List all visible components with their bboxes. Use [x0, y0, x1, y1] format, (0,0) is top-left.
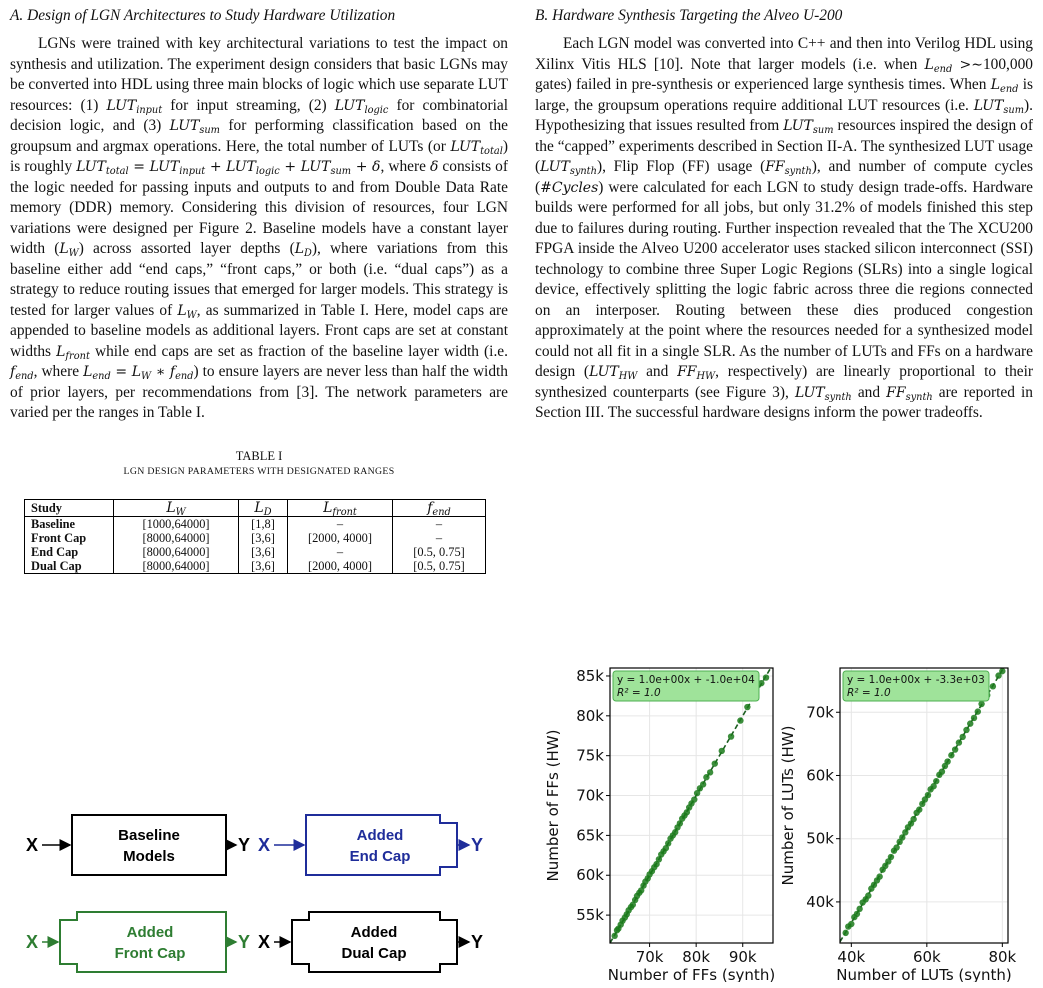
data-point — [933, 778, 939, 784]
data-point — [876, 873, 882, 879]
table-label: TABLE I — [235, 449, 283, 463]
table-cell: Baseline — [25, 517, 114, 532]
input-label: X — [26, 932, 39, 952]
table-cell: [8000,64000] — [114, 559, 239, 574]
y-tick-label: 75k — [576, 746, 604, 765]
r2-label: R² = 1.0 — [847, 687, 891, 699]
data-point — [956, 739, 962, 745]
data-point — [728, 733, 734, 739]
y-axis-label: Number of FFs (HW) — [544, 729, 562, 882]
block-label: Added — [126, 924, 174, 941]
data-point — [842, 930, 848, 936]
y-tick-label: 70k — [806, 703, 834, 722]
data-point — [865, 892, 871, 898]
data-point — [916, 806, 922, 812]
baseline-block — [26, 815, 250, 875]
data-point — [888, 854, 894, 860]
table-cell: – — [288, 545, 393, 559]
output-label: Y — [238, 932, 251, 952]
data-point — [893, 844, 899, 850]
data-point — [959, 734, 965, 740]
y-axis-label: Number of LUTs (HW) — [779, 725, 797, 886]
front-cap-block — [26, 912, 250, 972]
x-tick-label: 80k — [988, 948, 1017, 966]
table-cell: [2000, 4000] — [288, 531, 393, 545]
y-tick-label: 85k — [576, 666, 604, 685]
data-point — [763, 674, 769, 680]
figure-3-scatter-plots — [530, 660, 1043, 982]
table-cell: End Cap — [25, 545, 114, 559]
table-cell: [1,8] — [239, 517, 288, 532]
data-point — [700, 781, 706, 787]
input-label: X — [26, 835, 39, 855]
table-header: $L_W$ — [114, 500, 239, 517]
table-cell: [0.5, 0.75] — [393, 559, 486, 574]
section-b-paragraph: Each LGN model was converted into C++ and then into Verilog HDL using Xilinx Vitis HLS [10]. Note that larger models (i.e. when $L_{end}$ >∼100,000 gates) failed in pre-synthesis or experienced large synthesis times. When $L_{end}$ is large, the groupsum operations require additional LUT resources (i.e. $LUT_{sum}$). Hypothesizing that issues resulted from $LUT_{sum}$ resources inspired the design of the “capped” experiments described in Section II-A. The synthesized LUT usage $(LUT_{synth})$, Flip Flop (FF) usage $(FF_{synth})$, and number of compute cycles (#Cycles) were calculated for each LGN to study design trade-offs. Hardware builds were performed for all jobs, but only 31.2% of models finished this step due to failures during routing. Further inspection revealed that the The XCU200 FPGA inside the Alveo U200 accelerator uses stacked silicon interconnect (SSI) technology to combine three Super Logic Regions (SLRs) into a single logical device, effectively splitting the logic fabric across three die regions connected on an interposer. Routing between these dies produced congestion approximately at the point where the resources needed for a synthesized model could not all fit in a single SLR. As the number of LUTs and FFs on a hardware design ($LUT_{HW}$ and $FF_{HW}$, respectively) are linearly proportional to their synthesized counterparts (see Figure 3), $LUT_{synth}$ and $FF_{synth}$ are reported in Section III. The successful hardware designs inform the power tradeoffs. — [535, 35, 1033, 421]
data-point — [707, 769, 713, 775]
table-cell: – — [393, 517, 486, 532]
table-cell: [0.5, 0.75] — [393, 545, 486, 559]
data-point — [963, 727, 969, 733]
data-point — [856, 906, 862, 912]
table-cell: [2000, 4000] — [288, 559, 393, 574]
data-point — [925, 792, 931, 798]
data-point — [967, 720, 973, 726]
y-tick-label: 50k — [806, 829, 834, 848]
y-tick-label: 70k — [576, 786, 604, 805]
end-cap-block — [258, 815, 483, 875]
table-cell: [3,6] — [239, 545, 288, 559]
x-tick-label: 70k — [635, 948, 664, 966]
data-point — [944, 758, 950, 764]
data-point — [848, 921, 854, 927]
fit-annotation — [843, 671, 989, 701]
dual-cap-block — [258, 912, 483, 972]
r2-label: R² = 1.0 — [617, 687, 661, 699]
data-point — [611, 933, 617, 939]
data-point — [939, 768, 945, 774]
y-tick-label: 40k — [806, 892, 834, 911]
y-tick-label: 55k — [576, 906, 604, 925]
data-point — [948, 752, 954, 758]
data-point — [712, 760, 718, 766]
block-label: Added — [356, 827, 404, 844]
table-cell: Dual Cap — [25, 559, 114, 574]
table-cell: [3,6] — [239, 531, 288, 545]
y-tick-label: 80k — [576, 706, 604, 725]
table-cell: – — [288, 517, 393, 532]
table-cell: Front Cap — [25, 531, 114, 545]
fit-equation: y = 1.0e+00x + -1.0e+04 — [617, 674, 755, 686]
table-cell: [1000,64000] — [114, 517, 239, 532]
x-tick-label: 90k — [728, 948, 757, 966]
fit-annotation — [613, 671, 759, 701]
x-tick-label: 60k — [912, 948, 941, 966]
data-point — [978, 701, 984, 707]
section-a-paragraph: LGNs were trained with key architectural variations to test the impact on synthesis and utilization. The experiment design considers that basic LGNs may be converted into HDL using three main blocks of logic which use separate LUT resources: (1) $LUT_{input}$ for input streaming, (2) $LUT_{logic}$ for combinatorial decision logic, and (3) $LUT_{sum}$ for performing classification based on the groupsum and argmax operations. Here, the total number of LUTs (or $LUT_{total}$) is roughly $LUT_{total} = LUT_{input} + LUT_{logic} + LUT_{sum} + \delta$, where δ consists of the logic needed for passing inputs and outputs to and from Double Data Rate memory (DDR) memory. Considering this division of resources, four LGN variations were designed per Figure 2. Baseline models have a constant layer width $(L_W)$ across assorted layer depths $(L_D)$, where variations from this baseline either add “end caps,” “front caps,” or both (i.e. “dual caps”) as a strategy to reduce routing issues that emerged for larger models. This strategy is tested for larger values of $L_W$, as summarized in Table I. Here, model caps are appended to baseline models as additional layers. Front caps are set at constant widths $L_{front}$ while end caps are set as fraction of the baseline layer width (i.e. $f_{end}$, where $L_{end} = L_W$ ∗ $f_{end}$) to ensure layers are never less than half the width of prior layers, per recommendations from [3]. The network parameters are varied per the ranges in Table I. — [10, 35, 509, 421]
block-label: Added — [350, 924, 398, 941]
table-header: $L_{front}$ — [288, 500, 393, 517]
data-point — [971, 715, 977, 721]
input-label: X — [258, 835, 271, 855]
x-axis-label: Number of LUTs (synth) — [836, 966, 1012, 982]
block-label: End Cap — [349, 848, 411, 865]
table-header: Study — [25, 500, 114, 517]
scatter-plot-1 — [544, 664, 775, 982]
block-label: Front Cap — [114, 945, 186, 962]
data-point — [910, 816, 916, 822]
data-point — [737, 717, 743, 723]
x-tick-label: 40k — [837, 948, 866, 966]
x-axis-label: Number of FFs (synth) — [607, 966, 776, 982]
block-label: Models — [123, 848, 175, 865]
data-point — [952, 746, 958, 752]
y-tick-label: 60k — [576, 866, 604, 885]
y-tick-label: 60k — [806, 766, 834, 785]
block-label: Baseline — [118, 827, 180, 844]
input-label: X — [258, 932, 271, 952]
data-point — [999, 668, 1005, 674]
table-cell: [8000,64000] — [114, 531, 239, 545]
x-tick-label: 80k — [682, 948, 711, 966]
table-header: $f_{end}$ — [393, 500, 486, 517]
fit-equation: y = 1.0e+00x + -3.3e+03 — [847, 674, 985, 686]
scatter-plot-2 — [779, 660, 1017, 982]
table-header: $L_D$ — [239, 500, 288, 517]
data-point — [990, 683, 996, 689]
section-a-heading: A. Design of LGN Architectures to Study Hardware Utilization — [10, 7, 396, 24]
data-point — [691, 796, 697, 802]
table-title: LGN DESIGN PARAMETERS WITH DESIGNATED RANGES — [123, 466, 395, 477]
data-point — [744, 704, 750, 710]
output-label: Y — [471, 932, 484, 952]
section-b-heading: B. Hardware Synthesis Targeting the Alveo U-200 — [535, 7, 843, 24]
data-point — [719, 748, 725, 754]
block-label: Dual Cap — [341, 945, 407, 962]
data-point — [975, 708, 981, 714]
output-label: Y — [471, 835, 484, 855]
table-cell: [8000,64000] — [114, 545, 239, 559]
table-cell: [3,6] — [239, 559, 288, 574]
y-tick-label: 65k — [576, 826, 604, 845]
table-cell: – — [393, 531, 486, 545]
output-label: Y — [238, 835, 251, 855]
